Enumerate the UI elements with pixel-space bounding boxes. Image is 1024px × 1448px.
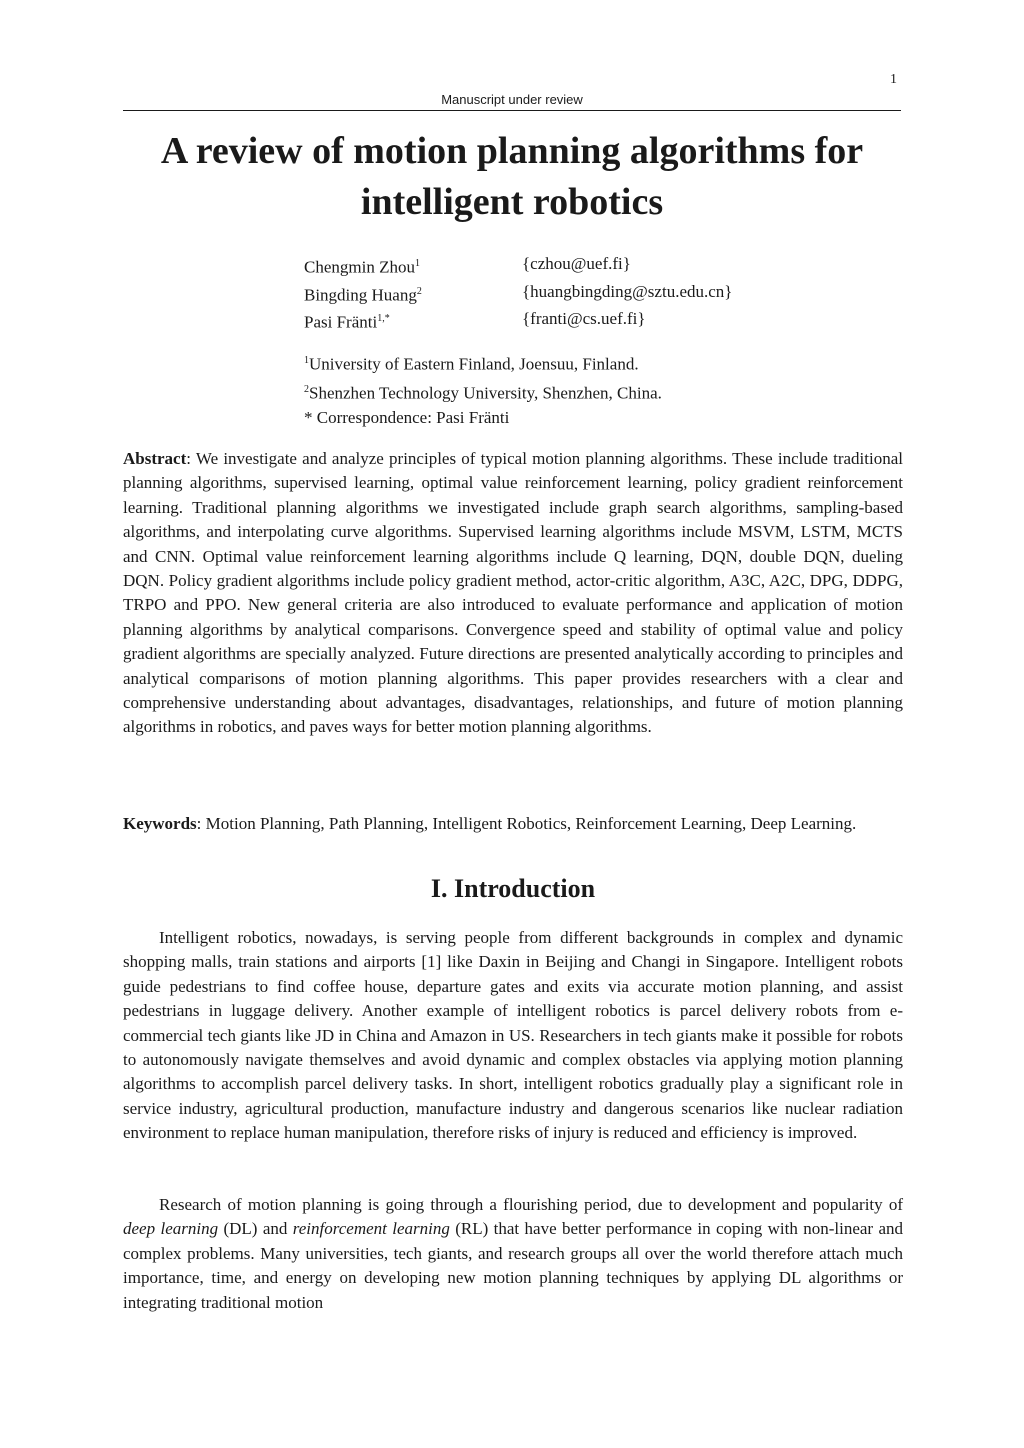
- author-sup: 1: [414, 258, 420, 269]
- running-header: Manuscript under review: [123, 92, 901, 111]
- author-row: [304, 280, 732, 308]
- author-email: {czhou@uef.fi}: [522, 254, 631, 273]
- affiliations: [304, 348, 662, 430]
- author-sup: 1,*: [377, 313, 390, 325]
- abstract-label: Abstract: [123, 449, 187, 468]
- author-email: {franti@cs.uef.fi}: [522, 309, 646, 329]
- abstract: Abstract: We investigate and analyze principles of typical motion planning algorithms. These include traditional planning algorithms, supervised learning, optimal value reinforcement learning, policy gradient reinforcement learning. Traditional planning algorithms we investigated include graph search algorithms, sampling-based algorithms, and interpolating curve algorithms. Supervised learning algorithms include MSVM, LSTM, MCTS and CNN. Optimal value reinforcement learning algorithms include Q learning, DQN, double DQN, dueling DQN. Policy gradient algorithms include policy gradient method, actor-critic algorithm, A3C, A2C, DPG, DDPG, TRPO and PPO. New general criteria are also introduced to evaluate performance and application of motion planning algorithms by analytical comparisons. Convergence speed and stability of optimal value and policy gradient algorithms are specially analyzed. Future directions are presented analytically according to principles and analytical comparisons of motion planning algorithms. This paper provides researchers with a clear and comprehensive understanding about advantages, disadvantages, relationships, and future of motion planning algorithms in robotics, and paves ways for better motion planning algorithms.: [123, 449, 903, 737]
- affiliation: $^2$Shenzhen Technology University, Shenzhen, China.: [304, 383, 662, 403]
- abstract-text: We investigate and analyze principles of typical motion planning algorithms. These include traditional planning algorithms, supervised learning, optimal value reinforcement learning, policy gradient reinforcement learning. Traditional planning algorithms we investigated include graph search algorithms, sampling-based algorithms, and interpolating curve algorithms. Supervised learning algorithms include MSVM, LSTM, MCTS and CNN. Optimal value reinforcement learning algorithms include Q learning, DQN, double DQN, dueling DQN. Policy gradient algorithms include policy gradient method, actor-critic algorithm, A3C, A2C, DPG, DDPG, TRPO and PPO. New general criteria are also introduced to evaluate performance and application of motion planning algorithms by analytical comparisons. Convergence speed and stability of optimal value and policy gradient algorithms are specially analyzed. Future directions are presented analytically according to principles and analytical comparisons of motion planning algorithms. This paper provides researchers with a clear and comprehensive understanding about advantages, disadvantages, relationships, and future of motion planning algorithms in robotics, and paves ways for better motion planning algorithms.: [123, 449, 903, 737]
- author-name: Bingding Huang$^2$: [304, 285, 422, 305]
- keywords-text: Motion Planning, Path Planning, Intelligent Robotics, Reinforcement Learning, Deep Learning.: [205, 814, 857, 833]
- author-email: {huangbingding@sztu.edu.cn}: [522, 281, 733, 301]
- paper-title: A review of motion planning algorithms for intelligent robotics: [160, 130, 864, 223]
- correspondence: * Correspondence: Pasi Fränti: [304, 408, 510, 428]
- keywords: Keywords: Motion Planning, Path Planning, Intelligent Robotics, Reinforcement Learning, Deep Learning.: [123, 814, 857, 833]
- author-list: [304, 252, 732, 335]
- term-reinforcement-learning: reinforcement learning: [292, 1219, 450, 1239]
- author-name: Chengmin Zhou$^1$: [304, 257, 420, 277]
- intro-paragraph: Research of motion planning is going through a flourishing period, due to development and popularity of deep learning (DL) and reinforcement learning (RL) that have better performance in coping with non-linear and complex problems. Many universities, tech giants, and research groups all over the world therefore attach much importance, time, and energy on developing new motion planning techniques by applying DL algorithms or integrating traditional motion: [123, 1195, 903, 1312]
- page-number: 1: [890, 72, 897, 87]
- author-row: [304, 307, 732, 335]
- intro-paragraph: Intelligent robotics, nowadays, is serving people from different backgrounds in complex and dynamic shopping malls, train stations and airports [1] like Daxin in Beijing and Changi in Singapore. Intelligent robots guide pedestrians to find coffee house, departure gates and exits via accurate motion planning, and assist pedestrians in luggage delivery. Another example of intelligent robotics is parcel delivery robots from e-commercial tech giants like JD in China and Amazon in US. Researchers in tech giants make it possible for robots to autonomously navigate themselves and avoid dynamic and complex obstacles via applying motion planning algorithms to accomplish parcel delivery tasks. In short, intelligent robotics gradually play a significant role in service industry, agricultural production, manufacture industry and dangerous scenarios like nuclear radiation environment to replace human manipulation, therefore risks of injury is reduced and efficiency is improved.: [123, 928, 903, 1143]
- affiliation: $^1$University of Eastern Finland, Joensuu, Finland.: [304, 354, 639, 374]
- section-title: I. Introduction: [430, 874, 596, 903]
- author-sup: 2: [416, 285, 422, 297]
- term-deep-learning: deep learning: [123, 1219, 219, 1239]
- affiliation-sup: 1: [304, 355, 309, 366]
- affiliation-sup: 2: [304, 383, 309, 395]
- keywords-label: Keywords: [123, 814, 197, 833]
- author-row: [304, 252, 732, 280]
- author-name: Pasi Fränti$^{1,*}$: [304, 312, 390, 332]
